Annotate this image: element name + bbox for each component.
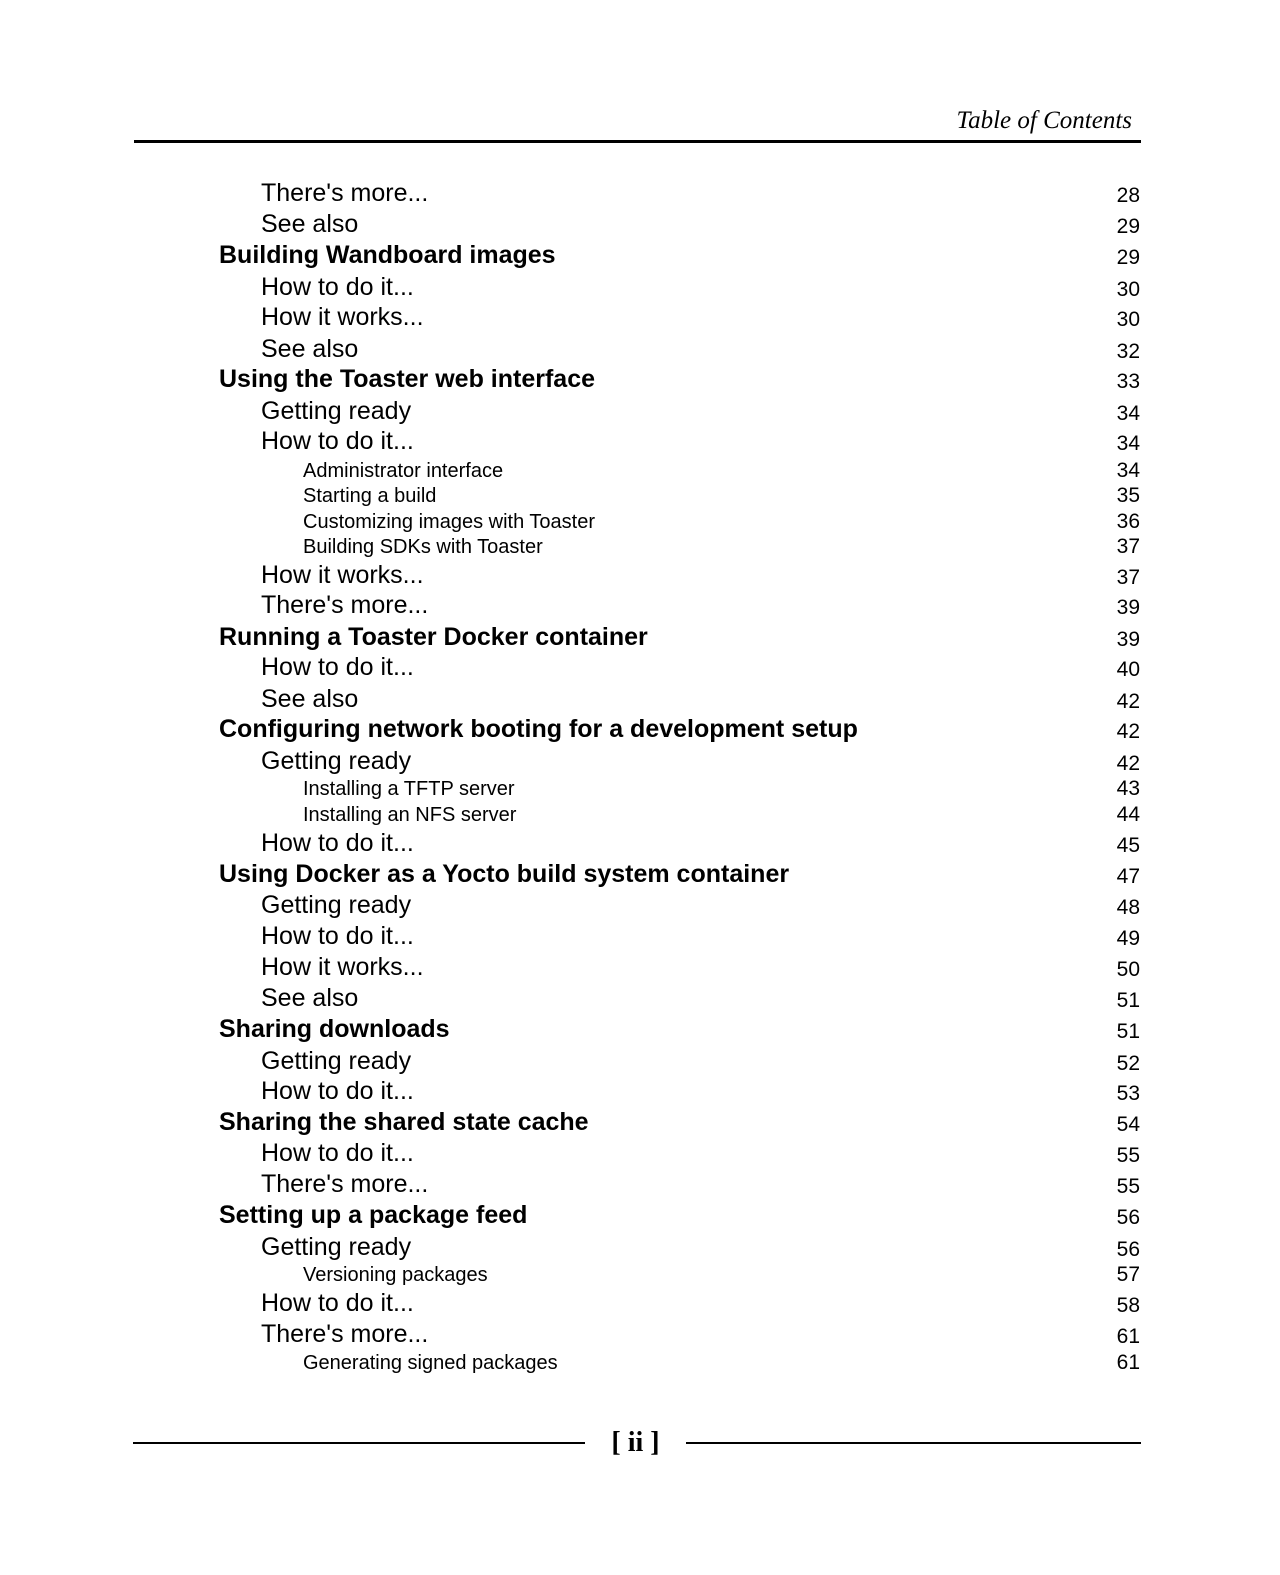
toc-section[interactable] <box>0 1107 1280 1137</box>
toc-page-number: 30 <box>1116 308 1140 331</box>
toc-page-number: 30 <box>1116 278 1140 301</box>
toc-subsection[interactable] <box>0 890 1280 920</box>
toc-entry-title: How to do it... <box>261 273 414 301</box>
toc-entry-title: Sharing the shared state cache <box>219 1108 589 1136</box>
toc-page-number: 55 <box>1116 1175 1140 1198</box>
toc-subsection[interactable] <box>0 1288 1280 1318</box>
toc-entry-title: Building Wandboard images <box>219 241 556 269</box>
toc-page-number: 57 <box>1116 1263 1140 1286</box>
footer-rule-right <box>686 1442 1141 1444</box>
toc-subsection[interactable] <box>0 828 1280 858</box>
toc-entry-title: See also <box>261 335 359 363</box>
toc-page-number: 34 <box>1116 459 1140 482</box>
toc-page-number: 40 <box>1116 658 1140 681</box>
toc-entry-title: Running a Toaster Docker container <box>219 623 648 651</box>
toc-entry-title: Versioning packages <box>303 1264 488 1286</box>
toc-subsection[interactable] <box>0 652 1280 682</box>
toc-page-number: 28 <box>1116 184 1140 207</box>
toc-entry-title: Using Docker as a Yocto build system container <box>219 860 790 888</box>
toc-subsection[interactable] <box>0 1046 1280 1076</box>
toc-entry-title: Starting a build <box>303 485 437 507</box>
toc-page-number: 39 <box>1116 596 1140 619</box>
toc-section[interactable] <box>0 240 1280 270</box>
toc-entry-title: How it works... <box>261 561 424 589</box>
toc-page-number: 36 <box>1116 510 1140 533</box>
toc-page-number: 50 <box>1116 958 1140 981</box>
toc-subsection[interactable] <box>0 1138 1280 1168</box>
page-number: [ ii ] <box>611 1427 660 1458</box>
toc-page-number: 47 <box>1116 865 1140 888</box>
toc-subsection[interactable] <box>0 1169 1280 1199</box>
toc-entry-title: Customizing images with Toaster <box>303 511 595 533</box>
toc-subsection[interactable] <box>0 983 1280 1013</box>
toc-subsection[interactable] <box>0 209 1280 239</box>
toc-subsection[interactable] <box>0 560 1280 590</box>
toc-subsubsection[interactable] <box>0 1345 1280 1375</box>
toc-page-number: 61 <box>1116 1325 1140 1348</box>
toc-entry-title: Getting ready <box>261 747 412 775</box>
toc-entry-title: See also <box>261 984 359 1012</box>
toc-page-number: 37 <box>1116 535 1140 558</box>
toc-page-number: 32 <box>1116 340 1140 363</box>
toc-entry-title: Getting ready <box>261 891 412 919</box>
toc-entry-title: There's more... <box>261 1170 429 1198</box>
toc-subsubsection[interactable] <box>0 1257 1280 1287</box>
toc-entry-title: There's more... <box>261 179 429 207</box>
toc-subsection[interactable] <box>0 178 1280 208</box>
toc-subsection[interactable] <box>0 921 1280 951</box>
toc-subsection[interactable] <box>0 396 1280 426</box>
toc-page-number: 42 <box>1116 690 1140 713</box>
toc-section[interactable] <box>0 1200 1280 1230</box>
toc-subsection[interactable] <box>0 302 1280 332</box>
toc-page-number: 34 <box>1116 402 1140 425</box>
toc-subsubsection[interactable] <box>0 529 1280 559</box>
footer-rule-left <box>133 1442 585 1444</box>
toc-page-number: 42 <box>1116 720 1140 743</box>
toc-page-number: 56 <box>1116 1206 1140 1229</box>
toc-page-number: 37 <box>1116 566 1140 589</box>
toc-page-number: 29 <box>1116 246 1140 269</box>
toc-entry-title: How it works... <box>261 303 424 331</box>
toc-page-number: 54 <box>1116 1113 1140 1136</box>
toc-subsection[interactable] <box>0 334 1280 364</box>
toc-entry-title: See also <box>261 210 359 238</box>
toc-section[interactable] <box>0 364 1280 394</box>
toc-page-number: 39 <box>1116 628 1140 651</box>
toc-page-number: 29 <box>1116 215 1140 238</box>
toc-entry-title: Generating signed packages <box>303 1352 558 1374</box>
toc-page-number: 34 <box>1116 432 1140 455</box>
toc-entry-title: Using the Toaster web interface <box>219 365 596 393</box>
toc-page-number: 35 <box>1116 484 1140 507</box>
toc-section[interactable] <box>0 859 1280 889</box>
toc-page-number: 52 <box>1116 1052 1140 1075</box>
toc-page-number: 53 <box>1116 1082 1140 1105</box>
toc-page-number: 42 <box>1116 752 1140 775</box>
toc-entry-title: How to do it... <box>261 1077 414 1105</box>
toc-entry-title: How it works... <box>261 953 424 981</box>
toc-subsection[interactable] <box>0 1076 1280 1106</box>
toc-page-number: 55 <box>1116 1144 1140 1167</box>
toc-entry-title: There's more... <box>261 591 429 619</box>
toc-page-number: 44 <box>1116 803 1140 826</box>
toc-entry-title: There's more... <box>261 1320 429 1348</box>
toc-entry-title: Installing a TFTP server <box>303 778 515 800</box>
toc-page-number: 33 <box>1116 370 1140 393</box>
toc-subsection[interactable] <box>0 426 1280 456</box>
toc-subsection[interactable] <box>0 590 1280 620</box>
toc-page-number: 58 <box>1116 1294 1140 1317</box>
toc-subsubsection[interactable] <box>0 797 1280 827</box>
toc-entry-title: Getting ready <box>261 1233 412 1261</box>
toc-subsection[interactable] <box>0 952 1280 982</box>
toc-page-number: 61 <box>1116 1351 1140 1374</box>
toc-entry-title: How to do it... <box>261 1289 414 1317</box>
running-header: Table of Contents <box>956 107 1132 134</box>
toc-entry-title: How to do it... <box>261 829 414 857</box>
toc-entry-title: Sharing downloads <box>219 1015 450 1043</box>
toc-entry-title: How to do it... <box>261 922 414 950</box>
toc-page-number: 45 <box>1116 834 1140 857</box>
toc-entry-title: Installing an NFS server <box>303 804 517 826</box>
toc-section[interactable] <box>0 714 1280 744</box>
toc-entry-title: Setting up a package feed <box>219 1201 528 1229</box>
toc-subsection[interactable] <box>0 272 1280 302</box>
toc-entry-title: How to do it... <box>261 1139 414 1167</box>
toc-page-number: 56 <box>1116 1238 1140 1261</box>
toc-page-number: 49 <box>1116 927 1140 950</box>
toc-entry-title: Administrator interface <box>303 460 504 482</box>
toc-section[interactable] <box>0 1014 1280 1044</box>
toc-entry-title: See also <box>261 685 359 713</box>
toc-section[interactable] <box>0 622 1280 652</box>
toc-entry-title: How to do it... <box>261 427 414 455</box>
toc-entry-title: Configuring network booting for a development setup <box>219 715 858 743</box>
toc-page-number: 43 <box>1116 777 1140 800</box>
toc-entry-title: Getting ready <box>261 397 412 425</box>
toc-page-number: 48 <box>1116 896 1140 919</box>
toc-entry-title: How to do it... <box>261 653 414 681</box>
toc-subsection[interactable] <box>0 684 1280 714</box>
toc-entry-title: Building SDKs with Toaster <box>303 536 543 558</box>
toc-entry-title: Getting ready <box>261 1047 412 1075</box>
toc-page-number: 51 <box>1116 989 1140 1012</box>
toc-page-number: 51 <box>1116 1020 1140 1043</box>
